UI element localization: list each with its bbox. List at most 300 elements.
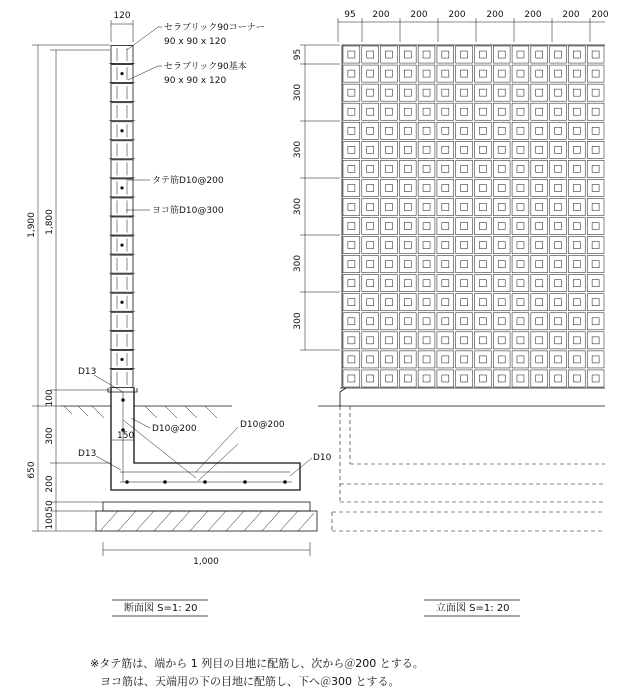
elevation-block [381, 160, 398, 177]
note-line-1: ※タテ筋は、端から 1 列目の目地に配筋し、次から＠200 とする。 [90, 657, 424, 670]
elevation-block [437, 103, 454, 120]
elevation-block [456, 65, 473, 82]
elevation-block [399, 122, 416, 139]
elevation-block [399, 275, 416, 292]
elevation-block [587, 198, 604, 215]
elevation-block [568, 237, 585, 254]
elevation-block [493, 141, 510, 158]
elevation-left-dim: 95 [293, 48, 303, 61]
elevation-block [568, 160, 585, 177]
elevation-block [475, 141, 492, 158]
elevation-block [587, 46, 604, 63]
elevation-block [568, 294, 585, 311]
elevation-block [493, 294, 510, 311]
elevation-block [456, 84, 473, 101]
elevation-block [493, 218, 510, 235]
elevation-block [399, 160, 416, 177]
elevation-block [381, 198, 398, 215]
elevation-block [381, 84, 398, 101]
wall-block [111, 331, 133, 349]
elevation-block [362, 122, 379, 139]
elevation-block [456, 141, 473, 158]
elevation-block [399, 256, 416, 273]
elevation-block [399, 141, 416, 158]
elevation-block [381, 103, 398, 120]
elevation-block [568, 84, 585, 101]
elevation-left-dim: 300 [293, 197, 303, 216]
wall-block [111, 103, 133, 121]
elevation-left-dim: 300 [293, 140, 303, 159]
elevation-block [493, 332, 510, 349]
label-basic-size: 90 x 90 x 120 [164, 76, 227, 86]
elevation-block [512, 256, 529, 273]
label-corner-size: 90 x 90 x 120 [164, 37, 227, 47]
elevation-block [587, 237, 604, 254]
elevation-block [493, 256, 510, 273]
elevation-block [493, 370, 510, 387]
section-title [112, 600, 208, 616]
label-d13-top: D13 [78, 367, 97, 377]
section-bottom-dimension [103, 542, 310, 567]
elevation-block [362, 351, 379, 368]
elevation-block [475, 237, 492, 254]
elevation-block [399, 313, 416, 330]
elevation-block [381, 351, 398, 368]
section-leader-labels [126, 22, 265, 216]
elevation-block [437, 198, 454, 215]
elevation-block [531, 84, 548, 101]
elevation-block [456, 332, 473, 349]
elevation-block [399, 84, 416, 101]
wall-block [111, 160, 133, 178]
elevation-block [550, 65, 567, 82]
dim-50: 50 [45, 500, 55, 512]
elevation-block [418, 179, 435, 196]
elevation-block [343, 351, 360, 368]
elevation-block [381, 370, 398, 387]
elevation-block [531, 198, 548, 215]
elevation-block [475, 218, 492, 235]
elevation-block [343, 294, 360, 311]
elevation-block [512, 294, 529, 311]
elevation-top-dim: 200 [448, 10, 466, 20]
notes [90, 656, 424, 688]
elevation-block [399, 179, 416, 196]
elevation-top-dim: 200 [486, 10, 504, 20]
elevation-block [362, 237, 379, 254]
elevation-block [399, 103, 416, 120]
elevation-block [568, 256, 585, 273]
wall-block-stack [109, 46, 135, 388]
elevation-title-text: 立面図 S=1: 20 [436, 603, 510, 614]
elevation-block [512, 160, 529, 177]
elevation-block [343, 46, 360, 63]
elevation-block [550, 103, 567, 120]
elevation-block [531, 141, 548, 158]
elevation-block [399, 237, 416, 254]
elevation-block [475, 370, 492, 387]
elevation-block [550, 313, 567, 330]
elevation-block [475, 160, 492, 177]
note-line-2: ヨコ筋は、天端用の下の目地に配筋し、下へ＠300 とする。 [100, 675, 400, 688]
elevation-block [399, 294, 416, 311]
elevation-block [550, 237, 567, 254]
dim-1900: 1,900 [27, 212, 37, 238]
elevation-block [418, 237, 435, 254]
elevation-block [512, 141, 529, 158]
elevation-block [456, 103, 473, 120]
elevation-block [437, 370, 454, 387]
elevation-block [456, 370, 473, 387]
elevation-block [568, 103, 585, 120]
elevation-block [362, 179, 379, 196]
dim-100: 100 [45, 389, 55, 407]
elevation-view [293, 10, 609, 616]
elevation-block [437, 218, 454, 235]
elevation-left-dim: 300 [293, 312, 303, 330]
section-left-dimensions [27, 45, 110, 531]
elevation-block [512, 84, 529, 101]
inner-dimension-150 [111, 431, 134, 441]
elevation-block [587, 84, 604, 101]
elevation-block [362, 294, 379, 311]
elevation-block [381, 237, 398, 254]
elevation-block [437, 237, 454, 254]
elevation-block [531, 218, 548, 235]
elevation-block [381, 313, 398, 330]
elevation-block [418, 122, 435, 139]
dim-150: 150 [117, 431, 135, 441]
elevation-block [362, 46, 379, 63]
elevation-block [475, 179, 492, 196]
elevation-block [475, 198, 492, 215]
elevation-block [531, 370, 548, 387]
elevation-block [418, 84, 435, 101]
elevation-block [381, 65, 398, 82]
elevation-block [362, 332, 379, 349]
elevation-block [362, 103, 379, 120]
elevation-block [437, 122, 454, 139]
dim-1800: 1,800 [45, 209, 55, 235]
elevation-block [475, 122, 492, 139]
elevation-block [381, 46, 398, 63]
elevation-block [437, 84, 454, 101]
elevation-block [550, 122, 567, 139]
elevation-block [399, 332, 416, 349]
elevation-top-dim: 200 [591, 10, 609, 20]
elevation-block [343, 65, 360, 82]
elevation-block [512, 313, 529, 330]
elevation-block [362, 141, 379, 158]
elevation-block [568, 313, 585, 330]
elevation-block [587, 256, 604, 273]
elevation-block [493, 103, 510, 120]
elevation-block [343, 84, 360, 101]
elevation-block [531, 294, 548, 311]
elevation-block [343, 122, 360, 139]
dim-120: 120 [113, 11, 131, 21]
elevation-block [362, 84, 379, 101]
wall-block [111, 369, 133, 387]
label-basic-brick: セラブリック90基本 [164, 62, 247, 72]
elevation-block-grid [342, 45, 605, 388]
elevation-block [512, 218, 529, 235]
elevation-block [550, 46, 567, 63]
elevation-block [587, 370, 604, 387]
elevation-block [456, 256, 473, 273]
elevation-block [399, 370, 416, 387]
elevation-block [362, 198, 379, 215]
elevation-block [550, 218, 567, 235]
elevation-top-dim: 200 [562, 10, 580, 20]
elevation-left-dim: 300 [293, 83, 303, 102]
elevation-block [437, 65, 454, 82]
elevation-block [587, 160, 604, 177]
elevation-block [381, 256, 398, 273]
elevation-block [343, 275, 360, 292]
elevation-block [550, 179, 567, 196]
elevation-block [512, 332, 529, 349]
elevation-block [437, 179, 454, 196]
elevation-block [568, 332, 585, 349]
wall-block [111, 141, 133, 159]
elevation-block [456, 275, 473, 292]
elevation-block [343, 332, 360, 349]
elevation-block [437, 160, 454, 177]
elevation-block [456, 198, 473, 215]
elevation-block [456, 237, 473, 254]
elevation-block [493, 275, 510, 292]
elevation-block [456, 122, 473, 139]
label-horizontal-rebar: ヨコ筋D10@300 [152, 206, 224, 216]
elevation-block [418, 103, 435, 120]
elevation-block [512, 46, 529, 63]
elevation-block [381, 332, 398, 349]
elevation-block [587, 332, 604, 349]
elevation-block [362, 160, 379, 177]
elevation-block [493, 179, 510, 196]
elevation-block [381, 122, 398, 139]
wall-block [111, 84, 133, 102]
section-title-text: 断面図 S=1: 20 [124, 603, 198, 614]
elevation-block [362, 313, 379, 330]
elevation-block [587, 65, 604, 82]
dim-1000: 1,000 [193, 557, 219, 567]
elevation-block [399, 198, 416, 215]
elevation-block [550, 332, 567, 349]
elevation-block [362, 256, 379, 273]
wall-block [111, 312, 133, 330]
label-corner-brick: セラブリック90コーナー [164, 23, 265, 33]
elevation-block [568, 351, 585, 368]
elevation-block [362, 370, 379, 387]
elevation-block [512, 65, 529, 82]
elevation-block [493, 46, 510, 63]
elevation-block [399, 46, 416, 63]
elevation-block [550, 160, 567, 177]
elevation-block [343, 313, 360, 330]
elevation-block [343, 370, 360, 387]
elevation-block [399, 351, 416, 368]
elevation-block [587, 103, 604, 120]
elevation-block [475, 65, 492, 82]
elevation-block [550, 198, 567, 215]
elevation-block [531, 275, 548, 292]
elevation-block [475, 46, 492, 63]
elevation-block [399, 218, 416, 235]
elevation-block [587, 313, 604, 330]
label-d10: D10 [313, 453, 332, 463]
elevation-block [456, 160, 473, 177]
elevation-block [587, 294, 604, 311]
elevation-block [568, 198, 585, 215]
elevation-block [475, 313, 492, 330]
elevation-block [381, 294, 398, 311]
dim-200: 200 [45, 475, 55, 493]
elevation-block [456, 218, 473, 235]
elevation-block [550, 256, 567, 273]
elevation-block [512, 103, 529, 120]
elevation-block [437, 46, 454, 63]
elevation-block [456, 351, 473, 368]
elevation-block [512, 275, 529, 292]
elevation-block [418, 218, 435, 235]
dim-300: 300 [45, 427, 55, 445]
elevation-block [456, 313, 473, 330]
wall-block [111, 198, 133, 216]
dim-100-bottom: 100 [45, 512, 55, 530]
elevation-block [343, 179, 360, 196]
elevation-block [568, 370, 585, 387]
elevation-block [362, 218, 379, 235]
elevation-block [531, 351, 548, 368]
elevation-block [550, 141, 567, 158]
elevation-block [550, 294, 567, 311]
elevation-block [418, 256, 435, 273]
elevation-block [568, 179, 585, 196]
elevation-block [418, 65, 435, 82]
elevation-block [568, 275, 585, 292]
elevation-block [493, 351, 510, 368]
elevation-block [493, 198, 510, 215]
elevation-left-dim: 300 [293, 254, 303, 273]
elevation-block [550, 351, 567, 368]
elevation-block [531, 179, 548, 196]
elevation-block [493, 237, 510, 254]
foundation-outline [60, 388, 317, 531]
elevation-block [418, 141, 435, 158]
label-vertical-rebar: タテ筋D10@200 [152, 176, 224, 186]
elevation-block [362, 65, 379, 82]
elevation-block [381, 179, 398, 196]
wall-block [111, 217, 133, 235]
elevation-block [437, 313, 454, 330]
elevation-block [531, 103, 548, 120]
elevation-block [531, 332, 548, 349]
elevation-block [475, 84, 492, 101]
wall-block [111, 255, 133, 273]
foundation-leader-labels [78, 367, 332, 481]
elevation-top-dim: 95 [344, 10, 356, 20]
elevation-block [343, 103, 360, 120]
elevation-block [475, 294, 492, 311]
elevation-block [568, 65, 585, 82]
label-d10-200-a: D10@200 [152, 424, 197, 434]
elevation-block [362, 275, 379, 292]
elevation-block [381, 141, 398, 158]
elevation-block [399, 65, 416, 82]
elevation-block [418, 370, 435, 387]
elevation-block [531, 46, 548, 63]
elevation-block [512, 351, 529, 368]
elevation-block [493, 313, 510, 330]
elevation-block [493, 122, 510, 139]
elevation-block [418, 351, 435, 368]
elevation-block [550, 370, 567, 387]
elevation-block [512, 179, 529, 196]
wall-block [111, 274, 133, 292]
elevation-block [381, 275, 398, 292]
elevation-block [418, 275, 435, 292]
elevation-block [343, 160, 360, 177]
elevation-block [418, 160, 435, 177]
elevation-top-dimensions [338, 10, 609, 42]
elevation-block [550, 275, 567, 292]
elevation-block [456, 46, 473, 63]
section-top-dimension [111, 11, 133, 42]
elevation-block [475, 256, 492, 273]
elevation-block [437, 275, 454, 292]
label-d10-200-b: D10@200 [240, 420, 285, 430]
elevation-block [550, 84, 567, 101]
elevation-block [437, 294, 454, 311]
elevation-block [381, 218, 398, 235]
elevation-block [531, 237, 548, 254]
elevation-block [568, 122, 585, 139]
elevation-top-dim: 200 [372, 10, 390, 20]
elevation-block [587, 275, 604, 292]
elevation-block [475, 332, 492, 349]
elevation-block [587, 351, 604, 368]
elevation-block [493, 84, 510, 101]
dim-650: 650 [27, 461, 37, 479]
elevation-block [437, 351, 454, 368]
elevation-left-dimensions [293, 45, 340, 350]
elevation-block [456, 294, 473, 311]
elevation-block [512, 198, 529, 215]
elevation-block [531, 65, 548, 82]
elevation-block [512, 122, 529, 139]
elevation-block [512, 370, 529, 387]
label-d13-bottom: D13 [78, 449, 97, 459]
elevation-block [587, 218, 604, 235]
elevation-block [437, 141, 454, 158]
elevation-top-dim: 200 [410, 10, 428, 20]
elevation-block [493, 160, 510, 177]
elevation-block [475, 103, 492, 120]
elevation-block [587, 122, 604, 139]
elevation-block [343, 218, 360, 235]
elevation-block [418, 198, 435, 215]
elevation-block [437, 256, 454, 273]
elevation-block [418, 313, 435, 330]
elevation-block [568, 218, 585, 235]
elevation-block [475, 275, 492, 292]
elevation-block [418, 46, 435, 63]
elevation-block [568, 46, 585, 63]
elevation-foundation [318, 388, 605, 531]
section-view [27, 11, 332, 616]
